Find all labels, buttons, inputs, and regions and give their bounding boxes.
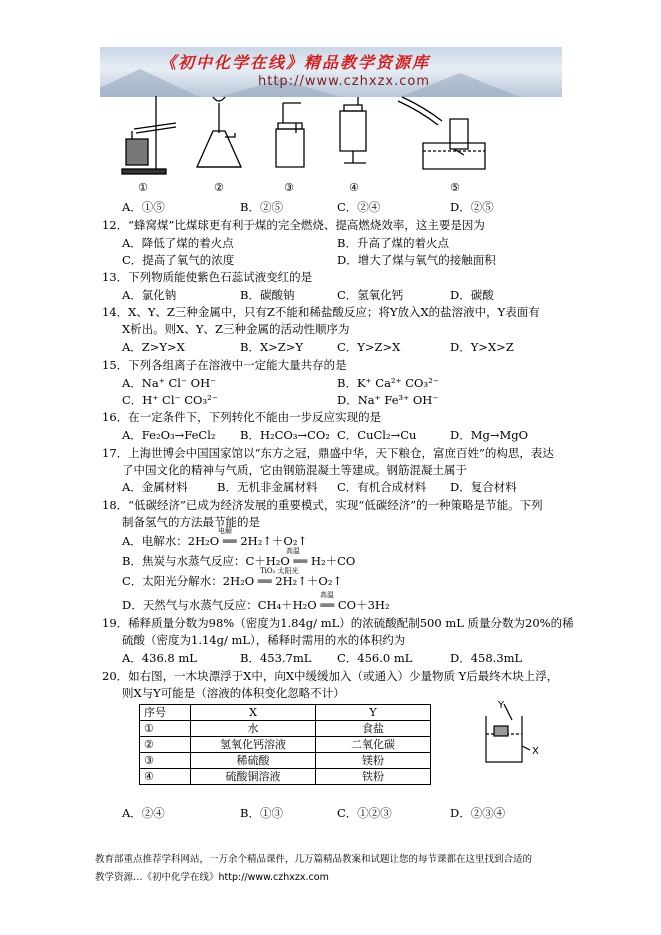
beaker-icon	[486, 716, 522, 762]
apparatus-label-2: ②	[214, 181, 224, 194]
q13-option-a[interactable]: A．氯化钠	[122, 288, 177, 302]
q20-stem-line2: 则X与Y可能是（溶液的体积变化忽略不计）	[122, 686, 345, 700]
q18-option-b[interactable]: B．焦炭与水蒸气反应：C＋H₂O ══ H₂＋CO	[122, 554, 356, 568]
banner-title: 《初中化学在线》精品教学资源库	[160, 53, 431, 72]
q20-option-b[interactable]: B．①③	[240, 806, 283, 820]
table-row	[140, 737, 431, 753]
q13-option-d[interactable]: D．碳酸	[450, 288, 494, 302]
q11-option-b[interactable]: B．②⑤	[240, 200, 283, 214]
table-row	[140, 721, 431, 737]
table-cell: ②	[140, 737, 191, 753]
q11-option-d[interactable]: D．②⑤	[450, 200, 494, 214]
table-header-row	[140, 705, 431, 721]
q14-stem-line2: X析出。则X、Y、Z三种金属的活动性顺序为	[122, 322, 350, 336]
apparatus-label-1: ①	[138, 181, 148, 194]
q16-option-a[interactable]: A．Fe₂O₃→FeCl₂	[122, 428, 216, 442]
table-cell: ①	[140, 721, 191, 737]
q17-option-d[interactable]: D．复合材料	[450, 480, 517, 494]
apparatus-3-icon	[276, 103, 304, 167]
table-cell: 硫酸铜溶液	[191, 769, 316, 785]
lab-apparatus-figure	[118, 93, 498, 197]
q13-option-b[interactable]: B．碳酸钠	[240, 288, 295, 302]
q18-stem-line1: 18．“低碳经济”已成为经济发展的重要模式，实现“低碳经济”的一种策略是节能。下列	[102, 498, 543, 512]
q18-option-d[interactable]: D．天然气与水蒸气反应：CH₄＋H₂O ══ CO＋3H₂	[122, 598, 390, 612]
q18-option-a[interactable]: A．电解水：2H₂O ══ 2H₂↑＋O₂↑	[122, 534, 308, 548]
q17-stem-line1: 17．上海世博会中国国家馆以“东方之冠，鼎盛中华，天下粮仓，富庶百姓”的构思，表达	[102, 446, 554, 460]
q16-stem: 16．在一定条件下，下列转化不能由一步反应实现的是	[102, 410, 382, 424]
table-row	[140, 769, 431, 785]
q13-option-c[interactable]: C．氢氧化钙	[337, 288, 404, 302]
q17-stem-line2: 了中国文化的精神与气质，它由钢筋混凝土等建成。钢筋混凝土属于	[122, 463, 467, 477]
q15-option-c[interactable]: C．H⁺ Cl⁻ CO₃²⁻	[122, 393, 218, 407]
q11-option-c[interactable]: C．②④	[337, 200, 381, 214]
apparatus-1-icon	[122, 96, 176, 174]
q14-option-c[interactable]: C．Y>Z>X	[337, 340, 401, 354]
banner-url[interactable]: http://www.czhxzx.com	[258, 74, 430, 89]
q17-option-b[interactable]: B．无机非金属材料	[217, 480, 318, 494]
q18-option-c[interactable]: C．太阳光分解水：2H₂O ══ 2H₂↑＋O₂↑	[122, 574, 343, 588]
q12-option-d[interactable]: D．增大了煤与氧气的接触面积	[337, 253, 496, 267]
q19-stem-line2: 硫酸（密度为1.14g/ mL），稀释时需用的水的体积约为	[122, 633, 406, 647]
table-cell: 铁粉	[316, 769, 431, 785]
table-row	[140, 753, 431, 769]
q19-option-d[interactable]: D．458.3mL	[450, 651, 523, 665]
apparatus-5-icon	[398, 97, 485, 169]
footer-line-1: 教育部重点推荐学科网站，一万余个精品课件，几万篇精品教案和试题让您的每节课都在这里找到合适的	[95, 854, 533, 865]
apparatus-label-3: ③	[284, 181, 294, 194]
table-header-cell: 序号	[140, 705, 191, 721]
pointer-line-y	[504, 704, 512, 720]
q17-option-a[interactable]: A．金属材料	[122, 480, 188, 494]
q14-option-a[interactable]: A．Z>Y>X	[122, 340, 185, 354]
q13-stem: 13．下列物质能使紫色石蕊试液变红的是	[102, 270, 313, 284]
apparatus-label-5: ⑤	[450, 181, 460, 194]
q19-option-b[interactable]: B．453.7mL	[240, 651, 312, 665]
q18-condition-c: TiO₂ 太阳光	[260, 567, 299, 575]
q12-option-c[interactable]: C．提高了氧气的浓度	[122, 253, 235, 267]
figure-label-x: X	[532, 746, 539, 757]
table-cell: 二氧化碳	[316, 737, 431, 753]
apparatus-4-icon	[340, 97, 366, 163]
pointer-line-x	[522, 746, 530, 750]
q19-option-c[interactable]: C．456.0 mL	[337, 651, 413, 665]
q20-option-c[interactable]: C．①②③	[337, 806, 392, 820]
figure-label-y: Y	[498, 700, 505, 711]
q12-option-b[interactable]: B．升高了煤的着火点	[337, 236, 449, 250]
table-cell: 氢氧化钙溶液	[191, 737, 316, 753]
table-header-cell: X	[191, 705, 316, 721]
q11-option-a[interactable]: A．①⑤	[122, 200, 165, 214]
q14-option-d[interactable]: D．Y>X>Z	[450, 340, 514, 354]
q15-option-d[interactable]: D．Na⁺ Fe³⁺ OH⁻	[337, 393, 439, 407]
q16-option-d[interactable]: D．Mg→MgO	[450, 428, 529, 442]
apparatus-label-4: ④	[349, 181, 359, 194]
q19-option-a[interactable]: A．436.8 mL	[122, 651, 197, 665]
table-cell: 水	[191, 721, 316, 737]
q18-condition-d: 高温	[320, 591, 334, 599]
table-cell: 镁粉	[316, 753, 431, 769]
header-banner	[100, 47, 562, 97]
wood-block-icon	[494, 726, 508, 736]
q16-option-b[interactable]: B．H₂CO₃→CO₂	[240, 428, 330, 442]
table-cell: 食盐	[316, 721, 431, 737]
q20-table	[139, 704, 431, 785]
q16-option-c[interactable]: C．CuCl₂→Cu	[337, 428, 417, 442]
beaker-figure	[478, 700, 548, 770]
q14-option-b[interactable]: B．X>Z>Y	[240, 340, 303, 354]
q18-condition-a: 电解	[218, 527, 232, 535]
footer-line-2[interactable]: 教学资源…《初中化学在线》http://www.czhxzx.com	[95, 872, 329, 883]
q15-option-a[interactable]: A．Na⁺ Cl⁻ OH⁻	[122, 376, 217, 390]
q18-condition-b: 高温	[286, 547, 300, 555]
table-cell: ④	[140, 769, 191, 785]
q12-stem: 12．“蜂窝煤”比煤球更有利于煤的完全燃烧、提高燃烧效率，这主要是因为	[102, 218, 485, 232]
q20-option-a[interactable]: A．②④	[122, 806, 165, 820]
q17-option-c[interactable]: C．有机合成材料	[337, 480, 427, 494]
q14-stem-line1: 14．X、Y、Z三种金属中，只有Z不能和稀盐酸反应；将Y放入X的盐溶液中，Y表面有	[102, 305, 540, 319]
q15-stem: 15．下列各组离子在溶液中一定能大量共存的是	[102, 358, 347, 372]
q15-option-b[interactable]: B．K⁺ Ca²⁺ CO₃²⁻	[337, 376, 439, 390]
apparatus-2-icon	[197, 97, 241, 167]
q18-stem-line2: 制备氢气的方法最节能的是	[122, 515, 260, 529]
table-header-cell: Y	[316, 705, 431, 721]
q20-option-d[interactable]: D．②③④	[450, 806, 506, 820]
q20-stem-line1: 20．如右图，一木块漂浮于X中，向X中缓缓加入（或通入）少量物质 Y后最终木块上浮，	[102, 669, 559, 683]
table-cell: ③	[140, 753, 191, 769]
table-cell: 稀硫酸	[191, 753, 316, 769]
q19-stem-line1: 19．稀释质量分数为98%（密度为1.84g/ mL）的浓硫酸配制500 mL 质量分数为20%的稀	[102, 616, 574, 630]
q12-option-a[interactable]: A．降低了煤的着火点	[122, 236, 234, 250]
